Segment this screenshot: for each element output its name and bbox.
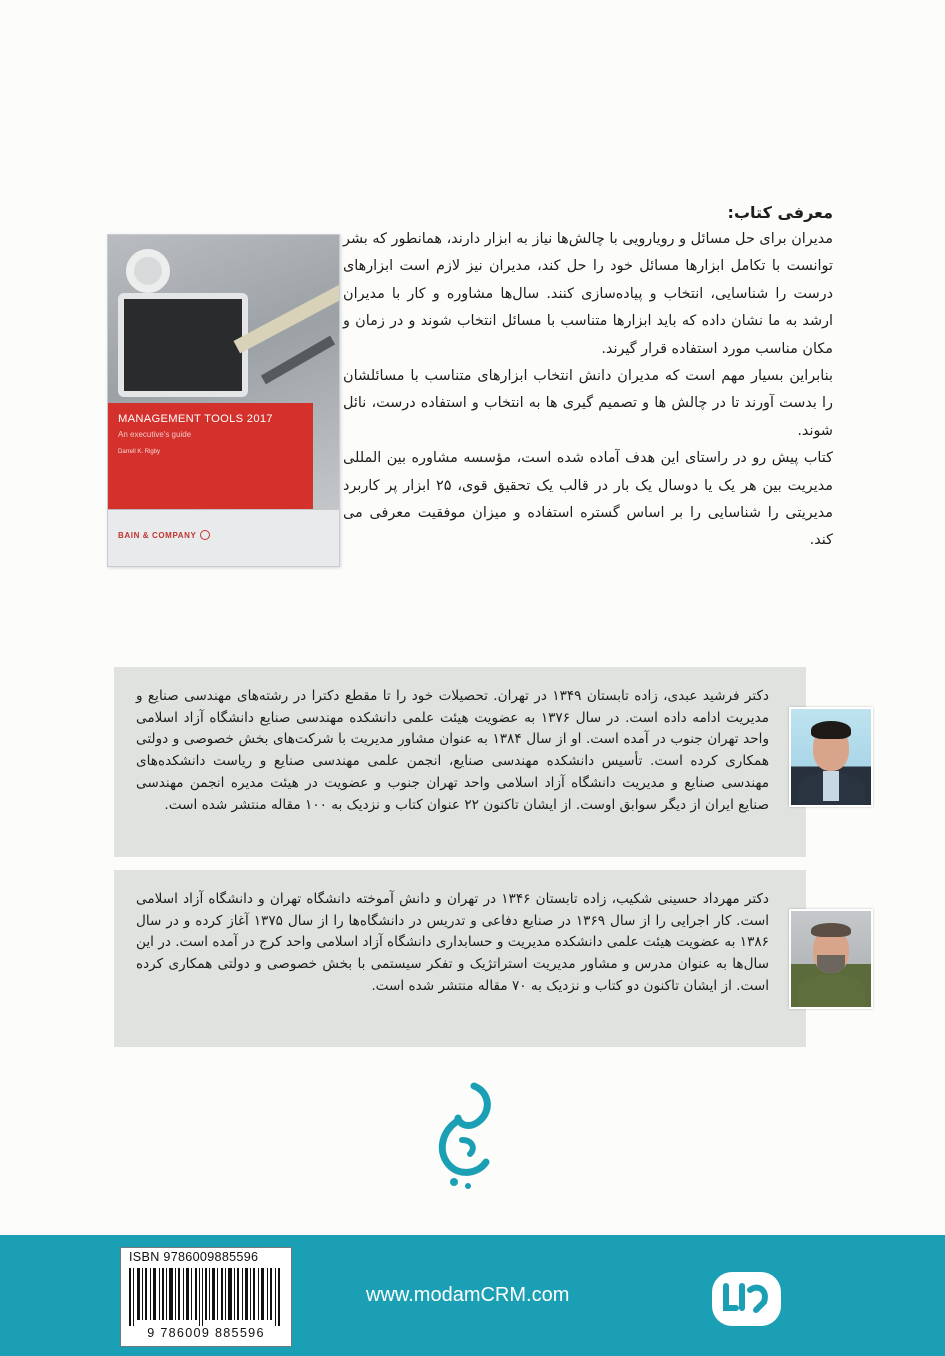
tape-measure-graphic (126, 249, 170, 293)
cutter-graphic (261, 336, 335, 385)
isbn-label: ISBN 9786009885596 (129, 1250, 259, 1264)
barcode-image (129, 1268, 281, 1326)
author-panel-1 (114, 667, 806, 857)
author-bio: دکتر فرشید عبدی، زاده تابستان ۱۳۴۹ در تهران. تحصیلات خود را تا مقطع دکترا در رشته‌های مهندسی صنایع و مدیریت ادامه داده است. در سال ۱۳۷۶ به عضویت هیئت علمی دانشکده مهندسی صنایع دانشگاه آزاد اسلامی واحد تهران جنوب در آمده است. او از سال ۱۳۸۴ به عنوان مشاور مدیریت با شرکت‌های بخش خصوصی و دولتی همکاری کرده است. تأسیس دانشکده مهندسی صنایع، انجمن علمی مهندسی صنایع و ریاست دانشکده‌های مهندسی صنایع و مدیریت دانشگاه آزاد اسلامی واحد تهران جنوب و عضویت در هیئت مدیره انجمن مهندسی صنایع ایران از دیگر سوابق اوست. از ایشان تاکنون ۲۲ عنوان کتاب و نزدیک به ۱۰۰ مقاله منتشر شده است. (136, 688, 770, 813)
website-link[interactable]: www.modamCRM.com (366, 1284, 570, 1306)
beard-graphic (817, 955, 845, 973)
author-photo-1 (789, 707, 873, 807)
tablet-graphic (118, 293, 248, 397)
dara-logo-icon (712, 1272, 781, 1326)
book-title-band (108, 403, 313, 509)
intro-paragraph: بنابراین بسیار مهم است که مدیران دانش انتخاب ابزارهای متناسب با مسائلشان را بدست آورند تا در چالش ها و تصمیم گیری ها به انتخاب و استفاده درست، نائل شوند. (343, 368, 833, 439)
isbn-box (120, 1247, 292, 1347)
shirt-graphic (797, 975, 865, 1009)
book-author: Darrell K. Rigby (118, 449, 161, 455)
bain-logo-icon (200, 530, 210, 540)
author-bio: دکتر مهرداد حسینی شکیب، زاده تابستان ۱۳۴۶ در تهران و دانش آموخته دانشگاه تهران و دانشگاه آزاد اسلامی است. کار اجرایی را از سال ۱۳۶۹ در صنایع دفاعی و تدریس در دانشگاه‌ها را از سال ۱۳۷۵ آغاز کرده و در سال ۱۳۸۶ به عضویت هیئت علمی دانشکده مدیریت و حسابداری دانشگاه آزاد اسلامی واحد کرج در آمده است. در این سال‌ها به عنوان مدرس و مشاور مدیریت استراتژیک و تفکر سیستمی با بخش خصوصی و دولتی همکاری کرده است. از ایشان تاکنون دو کتاب و نزدیک به ۷۰ مقاله منتشر شده است. (136, 891, 769, 994)
book-cover-image (107, 234, 340, 567)
publisher-logo-mark (430, 1082, 500, 1192)
hair-graphic (811, 923, 851, 937)
intro-body (343, 226, 833, 555)
author-photo-2 (789, 909, 873, 1009)
barcode-digits: 9 786009 885596 (147, 1326, 265, 1340)
intro-heading: معرفی کتاب: (727, 203, 833, 222)
book-publisher-label: BAIN & COMPANY (118, 531, 197, 541)
book-title: MANAGEMENT TOOLS 2017 (118, 413, 273, 425)
author-panel-2 (114, 870, 806, 1047)
collar-graphic (823, 771, 839, 801)
hair-graphic (811, 721, 851, 739)
book-subtitle: An executive's guide (118, 430, 192, 439)
intro-paragraph: کتاب پیش رو در راستای این هدف آماده شده است، مؤسسه مشاوره بین المللی مدیریت بین هر یک یا دوسال یک بار در قالب یک تحقیق قوی، ۲۵ ابزار پر کاربرد مدیریتی را شناسایی را بر اساس گستره استفاده و میزان موفقیت معرفی می کند. (343, 450, 833, 549)
intro-paragraph: مدیران برای حل مسائل و رویارویی با چالش‌ها نیاز به ابزار دارند، همانطور که بشر توانست با تکامل ابزارها مسائل خود را حل کند، مدیران نیز لازم است ابزارهای درست را شناسایی، انتخاب و پیاده‌سازی کنند. سال‌ها مشاوره و کار با مدیران ارشد به ما نشان داده که باید ابزارها متناسب با مسائل انتخاب شوند و در زمان و مکان مناسب مورد استفاده قرار گیرند. (343, 231, 833, 357)
book-publisher (118, 531, 210, 541)
